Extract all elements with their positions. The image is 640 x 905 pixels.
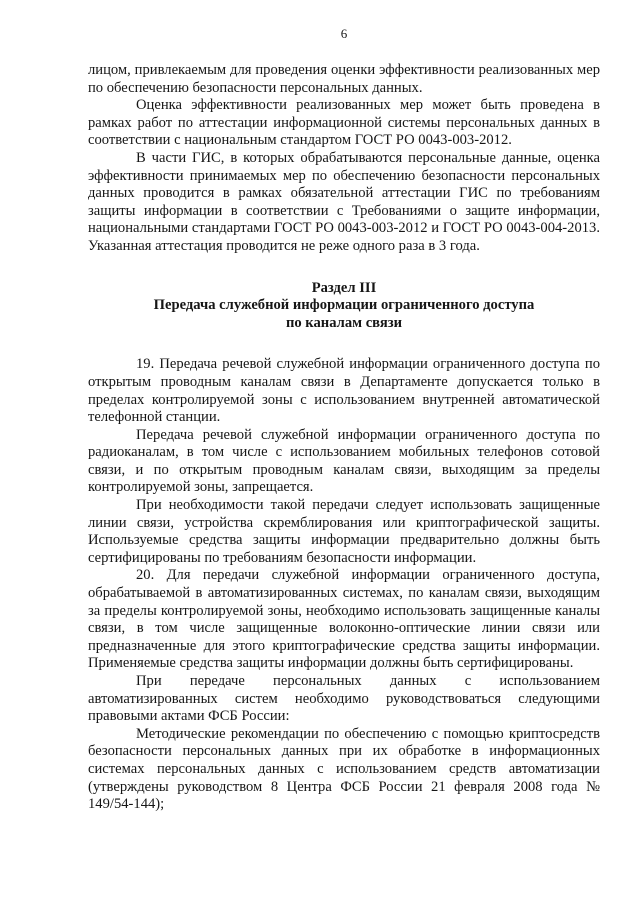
paragraph-fsb-acts: При передаче персональных данных с использованием автоматизированных систем необходимо руководствоваться следующими правовыми актами ФСБ России:	[88, 673, 600, 725]
document-page	[88, 26, 600, 814]
paragraph-radio-prohibition: Передача речевой служебной информации ограниченного доступа по радиоканалам, в том числе с использованием мобильных телефонов сотовой связи, и по открытым проводным каналам связи, выходящим за пределы контролируемой зоны, запрещается.	[88, 426, 600, 496]
paragraph-20: 20. Для передачи служебной информации ограниченного доступа, обрабатываемой в автоматизированных системах, по каналам связи, выходящим за пределы контролируемой зоны, необходимо использовать защищенные каналы связи, в том числе защищенные волоконно-оптические линии связи или предназначенные для этого криптографические средства защиты информации. Применяемые средства защиты информации должны быть сертифицированы.	[88, 567, 600, 672]
section-title-line-1: Передача служебной информации ограниченного доступа	[153, 297, 535, 314]
page-number: 6	[340, 26, 348, 41]
paragraph-assessment-attestation: Оценка эффективности реализованных мер может быть проведена в рамках работ по аттестации информационной системы персональных данных в соответствии с национальным стандартом ГОСТ РО 0043-003-2012.	[88, 97, 600, 149]
section-heading: Раздел III	[311, 279, 377, 296]
section-header	[88, 280, 600, 333]
paragraph-continuation: лицом, привлекаемым для проведения оценки эффективности реализованных мер по обеспечению безопасности персональных данных.	[88, 62, 600, 96]
paragraph-19: 19. Передача речевой служебной информации ограниченного доступа по открытым проводным каналам связи в Департаменте допускается только в пределах контролируемой зоны с использованием внутренней автоматической телефонной станции.	[88, 356, 600, 426]
paragraph-methodical-recommendations: Методические рекомендации по обеспечению с помощью криптосредств безопасности персональных данных при их обработке в информационных системах персональных данных с использованием средств автоматизации (утверждены руководством 8 Центра ФСБ России 21 февраля 2008 года № 149/54-144);	[88, 725, 600, 813]
paragraph-protected-lines: При необходимости такой передачи следует использовать защищенные линии связи, устройства скремблирования или криптографической защиты. Используемые средства защиты информации предварительно должны быть сертифицированы по требованиям безопасности информации.	[88, 497, 600, 566]
section-title-line-2: по каналам связи	[285, 314, 403, 331]
paragraph-gis-assessment: В части ГИС, в которых обрабатываются персональные данные, оценка эффективности принимаемых мер по обеспечению безопасности персональных данных проводится в рамках обязательной аттестации ГИС по требованиям защиты информации в соответствии с Требованиями о защите информации, национальными стандартами ГОСТ РО 0043-003-2012 и ГОСТ РО 0043-004-2013. Указанная аттестация проводится не реже одного раза в 3 года.	[88, 149, 600, 254]
